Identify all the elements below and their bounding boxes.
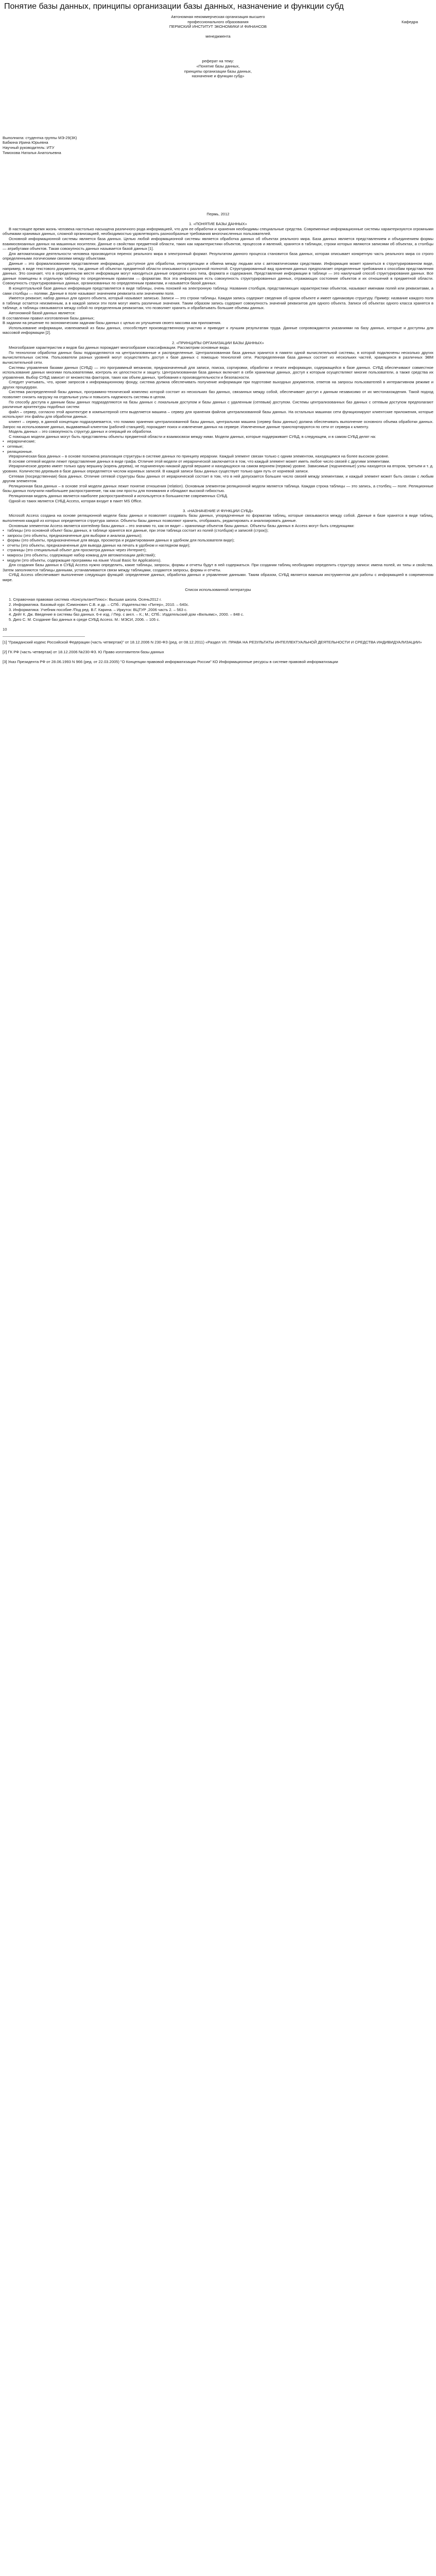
references <box>3 587 433 622</box>
list-item <box>3 538 433 543</box>
paragraph: Основной информационной системы является база данных. Целью любой информационной системы является обработка данных об объектах реального мира. База данных является представлением и объединением формы взаимосвязанных данных на машинных носителях. Данные о свойствах предметной области, таких как характеристики объектов, процессов и явлений, хранятся в таблицах, строки которых являются записями об объектах, а столбцы — атрибутами объектов. Такая совокупность данных называется базой данных [1]. <box>3 236 433 251</box>
author-line: Научный руководитель: ИТУ <box>3 145 55 150</box>
list-item <box>3 439 433 444</box>
paragraph: Системы управления базами данных (СУБД) — это программный механизм, предназначенный для записи, поиска, сортировки, обработки и печати информации, содержащейся в базе данных. СУБД обеспечивают совместное использование данных многими пользователями, контроль их целостности и защиту. Централизованная база данных включает в себя хранилище данных, доступ к которым осуществляют многие пользователи, а также средства их управления. Выбор СУБД зависит от множества факторов, таких как объем данных, требования к производительности и безопасности. <box>3 365 433 380</box>
paragraph: По технологии обработки данных базы подразделяются на централизованные и распределенные. Централизованная база данных хранится в памяти одной вычислительной системы, в которой подключены несколько других вычислительных систем. Пользователи разных уровней могут осуществлять доступ к базе данных с помощью технологий сети. Распределенная база данных состоит из нескольких частей, хранящихся в различных ЭВМ вычислительной сети. <box>3 350 433 365</box>
bullet-icon: • <box>3 548 7 553</box>
paragraph: В настоящее время жизнь человека настолько насыщена различного рода информацией, что для ее обработки и хранения необходимы специальные средства. Современные информационные системы характеризуются огромными объемами хранимых данных, сложной организацией, необходимостью удовлетворять разнообразные требования многочисленных пользователей. <box>3 226 433 236</box>
essay-topic-line-3: назначение и функции субд» <box>191 74 245 79</box>
institution-line-2-text: профессионального образования <box>187 19 249 24</box>
paragraph: Одной из таких является СУБД Access, которая входит в пакет MS Office. <box>9 498 143 503</box>
list-item-text: иерархические; <box>7 439 36 444</box>
section-1 <box>3 222 433 335</box>
footnote-separator <box>3 636 85 637</box>
bullet-icon: • <box>3 538 7 543</box>
paragraph: Microsoft Access создана на основе реляционной модели базы данных и позволяет создавать базы данных, упорядоченные по форматам таблиц, которые связываются между собой. Данные в базе хранятся в виде таблиц, выполнения каждой из которых определяется структура записи. Объекты базы данных позволяют хранить, отображать, редактировать и анализировать данные. <box>3 513 433 523</box>
list-item <box>3 553 433 558</box>
paragraph: клиент – сервер, в данной концепции подразумевается, что помимо хранения централизованной базы данных, центральная машина (сервер базы данных) должна обеспечивать выполнение основного объема обработки данных. Запрос на использование данных, выдаваемый клиентом (рабочей станцией), порождает поиск и извлечение данных на сервере. Извлеченные данные транспортируются по сети от сервера к клиенту. <box>3 419 433 429</box>
bullet-icon: • <box>3 553 7 558</box>
paragraph: Для создания базы данных в СУБД Access нужно определить, какие таблицы, запросы, формы и отчеты будут в ней содержаться. При создании таблиц необходимо определить структуру записи: имена полей, их типы и свойства. Затем заполняются таблицы данными, устанавливаются связи между таблицами, создаются запросы, формы и отчеты. <box>3 563 433 572</box>
list-item-text: макросы (это объекты, содержащие набор команд для автоматизации действий); <box>7 553 156 558</box>
paragraph: По способу доступа к данным базы данных подразделяются на базы данных с локальным доступом и базы данных с удаленным (сетевым) доступом. Системы централизованных баз данных с сетевым доступом предполагают различные архитектуры подобных систем: <box>3 399 433 410</box>
bullet-icon: • <box>3 449 7 454</box>
list-item <box>3 449 433 454</box>
list-item <box>3 548 433 553</box>
bullet-icon: • <box>3 528 7 533</box>
author-line: Выполнила: студентка группы МЭ-29(3К) <box>3 135 77 140</box>
title-page <box>3 14 433 217</box>
paragraph: файл – сервер, согласно этой архитектуре в компьютерной сети выделяется машина – сервер для хранения файлов централизованной базы данных. На остальных машинах сети функционируют клиентские приложения, которые используют эти файлы для обработки данных. <box>3 409 433 419</box>
list-item-text: модули (это объекты, содержащие программы на языке Visual Basic for Applications). <box>7 557 162 563</box>
list-item-text: формы (это объекты, предназначенные для ввода, просмотра и редактирования данных в удобном для пользователя виде); <box>7 538 235 543</box>
essay-topic-line-2: принципы организации базы данных, <box>184 69 252 74</box>
reference-item: 4. Дейт К. Дж. Введение в системы баз данных. 6-е изд. / Пер. с англ. – К.; М.; СПб.: Издательский дом «Вильямс», 2000. – 848 с. <box>9 612 244 617</box>
paragraph: Автономной базой данных является: <box>9 310 76 315</box>
paragraph: Для автоматизации деятельности человека производится перенос реального мира в электронный формат. Результатом данного процесса становится база данных, которая описывает конкретную часть реального мира со строго определенными логическими связями между объектами. <box>3 251 433 261</box>
paragraph: В основе сетевой модели лежит представление данных в виде графа. Отличие этой модели от иерархической заключается в том, что каждый элемент может иметь любое число связей с другими элементами. <box>9 459 390 464</box>
list-item-text: таблицы (это основной объект базы данных, в таблице хранятся все данные, при этом таблица состоит из полей (столбцов) и записей (строк)); <box>7 528 269 533</box>
paragraph: Иерархическая база данных – в основе положена реализация структуры в системе данных по принципу иерархии. Каждый элемент связан только с одним элементом, находящимся на более высоком уровне. <box>9 454 389 459</box>
paragraph: Имеется реквизит, набор данных для одного объекта, который называют записью. Записи — это строки таблицы. Каждая запись содержит сведения об одном объекте и имеет одинаковую структуру. Пример: название каждого поля в таблице остается неизменным, а в каждой записи эти поля могут иметь различные значения. Таким образом запись содержит совокупность значений реквизитов для одного объекта. Записи об объектах одного класса хранятся в таблице, а таблицы связываются между собой по определенным реквизитам, что позволяет хранить и обрабатывать большие объемы данных. <box>3 296 433 311</box>
page-number: 10 <box>3 626 7 632</box>
list-item <box>3 528 433 533</box>
document-page <box>3 0 433 677</box>
reference-item: 1. Справочная правовая система «КонсультантПлюс»: Высшая школа. Осень2012 г. <box>9 597 162 602</box>
institution-line-2 <box>3 20 433 25</box>
institution-line-1: Автономная некоммерческая организация высшего <box>171 14 265 19</box>
paragraph: Сетевая (посредственная) база данных. Отличие сетевой структуры базы данных от иерархической состоит в том, что в ней допускается большее число связей между элементами, и каждый элемент может быть связан с любым другим элементом. <box>3 473 433 484</box>
paragraph: Следует учитывать, что, кроме запросов к информационному фонду, система должна обеспечивать получение информации при подготовке выходных документов, ответов на запросы пользователей в интерактивном режиме и других процедурах. <box>3 380 433 389</box>
section-2 <box>3 341 433 504</box>
list-item-text: запросы (это объекты, предназначенные для выборки и анализа данных); <box>7 533 143 538</box>
paragraph: Иерархическое дерево имеет только одну вершину (корень дерева), не подчиненную никакой другой вершине и находящуюся на самом верхнем (первом) уровне. Зависимые (подчиненные) узлы находятся на втором, третьем и т. д. уровнях. Количество деревьев в базе данных определяется числом корневых записей. В каждой записи базы данных существует только один путь от корневой записи. <box>3 464 433 473</box>
institute-name: ПЕРМСКИЙ ИНСТИТУТ ЭКОНОМИКИ И ФИНАНСОВ <box>169 24 267 29</box>
paragraph: СУБД Access обеспечивает выполнение следующих функций: определение данных, обработка данных и управление данными. Таким образом, СУБД является важным инструментом для работы с информацией в современном мире. <box>3 572 433 583</box>
section-heading: 2. «ПРИНЦИПЫ ОРГАНИЗАЦИИ БАЗЫ ДАННЫХ» <box>172 340 264 345</box>
footnote-link[interactable]: [3] Указ Президента РФ от 28.06.1993 N 966 (ред. от 22.03.2005) "О Концепции правовой информатизации России" КО Информационные ресурсы в системе правовой информатизации <box>3 659 338 664</box>
paragraph: Многообразие характеристик и видов баз данных порождает многообразие классификации. Рассмотрим основные виды. <box>9 345 230 350</box>
author-line: Бабкина Ирина Юрьевна <box>3 140 48 145</box>
paragraph: Использование информации, извлекаемой из базы данных, способствует производственному участию и приводит к лучшим результатам труда. Данные сопровождаются указаниями на базу данных, которые и доступны для массовой информации [2]. <box>3 325 433 335</box>
list-item <box>3 543 433 548</box>
bullet-icon: • <box>3 439 7 444</box>
reference-item: 2. Информатика. Базовый курс /Симонович С.В. и др. – СПб.: Издательство «Питер», 2010. – 640с. <box>9 602 189 607</box>
section-heading: 3. «НАЗНАЧЕНИЕ И ФУНКЦИИ СУБД» <box>183 508 253 513</box>
list-item <box>3 444 433 449</box>
bullet-icon: • <box>3 543 7 548</box>
section-3 <box>3 509 433 583</box>
reference-item: 3. Информатика: Учебник пособие /Под ред. В.Г. Карина. – Иркутск: ВЦТУР ,2006 часть 2. – 563 с. <box>9 607 188 612</box>
reference-item: 5. Диго С. М. Создание баз данных в среде СУБД Access. М.: МЭСИ, 2006. – 105 с. <box>9 617 160 622</box>
bullet-icon: • <box>3 533 7 538</box>
list-item-text: сетевые; <box>7 444 24 449</box>
author-line: Тимохова Наталья Анатольевна <box>3 150 61 155</box>
list-item-text: страницы (это специальный объект для просмотра данных через Интернет); <box>7 548 147 553</box>
list-item-text: отчеты (это объекты, предназначенные для вывода данных на печать в удобном и наглядном виде); <box>7 543 190 548</box>
paragraph: Модель данных – это совокупность структур данных и операций их обработки. <box>9 429 152 434</box>
paragraph: С помощью модели данных могут быть представлены объекты предметной области и взаимосвязи между ними. Модели данных, которые поддерживает СУБД, в следующем, и в самом СУБД делят на: <box>9 434 376 439</box>
paragraph: Реляционная модель данных является наиболее распространённой и используется в большинстве современных СУБД. <box>9 493 228 498</box>
paragraph: В концептуальной базе данных информация представляется в виде таблицы, очень похожей на электронную таблицу. Названия столбцов, представляющих характеристики объектов, называют именами полей или реквизитами, а сами столбцы — полями. Данные в поле называют значением реквизита или значением поля. <box>3 286 433 296</box>
paragraph: Основным элементом Access является контейнер базы данных – это значимо то, как он видит – хранилище объектов базы данных. Объекты базы данных в Access могут быть следующими: <box>9 523 355 528</box>
paragraph: Реляционная база данных – в основе этой модели данных лежит понятие отношения (relation). Основным элементом реляционной модели является таблица. Каждая строка таблицы — это запись, а столбец — поле. Реляционные базы данных получили наибольшее распространение, так как они просты для понимания и обладают высокой гибкостью. <box>3 483 433 494</box>
authors-block <box>3 135 433 155</box>
list-item <box>3 533 433 538</box>
paragraph: Система распределенной базы данных, программно-технический комплекс которой состоит из нескольких баз данных, связанных между собой, обеспечивает доступ к данным независимо от их местонахождения. Такой подход позволяет снизить нагрузку на отдельные узлы и повысить надежность системы в целом. <box>3 389 433 400</box>
footnote-link[interactable]: [1] "Гражданский кодекс Российской Федерации (часть четвертая)" от 18.12.2006 N 230-ФЗ (ред. от 08.12.2011) «Раздел VII. ПРАВА НА РЕЗУЛЬТАТЫ ИНТЕЛЛЕКТУАЛЬНОЙ ДЕЯТЕЛЬНОСТИ И СРЕДСТВА ИНДИВИДУАЛИЗАЦИИ» <box>3 639 422 645</box>
bullet-icon: • <box>3 557 7 563</box>
footnote-link[interactable]: [2] ГК РФ (часть четвертая) от 18.12.2006 №230-ФЗ. Ю Право изготовителя базы данных <box>3 649 164 654</box>
list-item: В составлении правил изготовления базы данных; <box>3 315 95 320</box>
place-year: Пермь, 2012 <box>206 212 230 217</box>
footnotes <box>3 640 433 665</box>
paragraph: Данные – это формализованное представление информации, доступное для обработки, интерпретации и обмена между людьми или с автоматическими средствами. Информация может храниться в структурированном виде, например, в виде текстового документа, так данные об объектах предметной области описываются с различной полнотой. Структурированный вид хранения данных предполагает определенные требования к способам представления данных. Это означает, что в определенном месте информации могут находиться данные определенного типа, формата и содержания. Представление информации в таблице — это наилучший способ структурирования данных. Все данные помещены в отдельную таблицу по определенным правилам — форматам. Вся эта информация есть совокупность структурированных данных, отражающих состояние объектов и их отношений в предметной области. Совокупность структурированных данных, организованных по определенным правилам, и называется базой данных. <box>3 261 433 286</box>
section-heading: 1. «ПОНЯТИЕ БАЗЫ ДАННЫХ» <box>189 222 247 227</box>
essay-type: реферат на тему: <box>202 59 234 64</box>
list-item <box>3 558 433 563</box>
essay-topic-line-1: «Понятие базы данных, <box>196 63 240 69</box>
list-item: В задании на решение по экономическим задачам базы данных с целью их улучшения своего массива как приложения. <box>3 320 221 326</box>
list-item-text: реляционные. <box>7 449 33 454</box>
bullet-icon: • <box>3 444 7 449</box>
references-heading: Список использованной литературы <box>185 587 251 592</box>
department-label: Кафедра <box>402 19 418 24</box>
department-name: менеджмента <box>205 34 231 39</box>
page-title: Понятие базы данных, принципы организации базы данных, назначение и функции субд <box>4 2 344 11</box>
